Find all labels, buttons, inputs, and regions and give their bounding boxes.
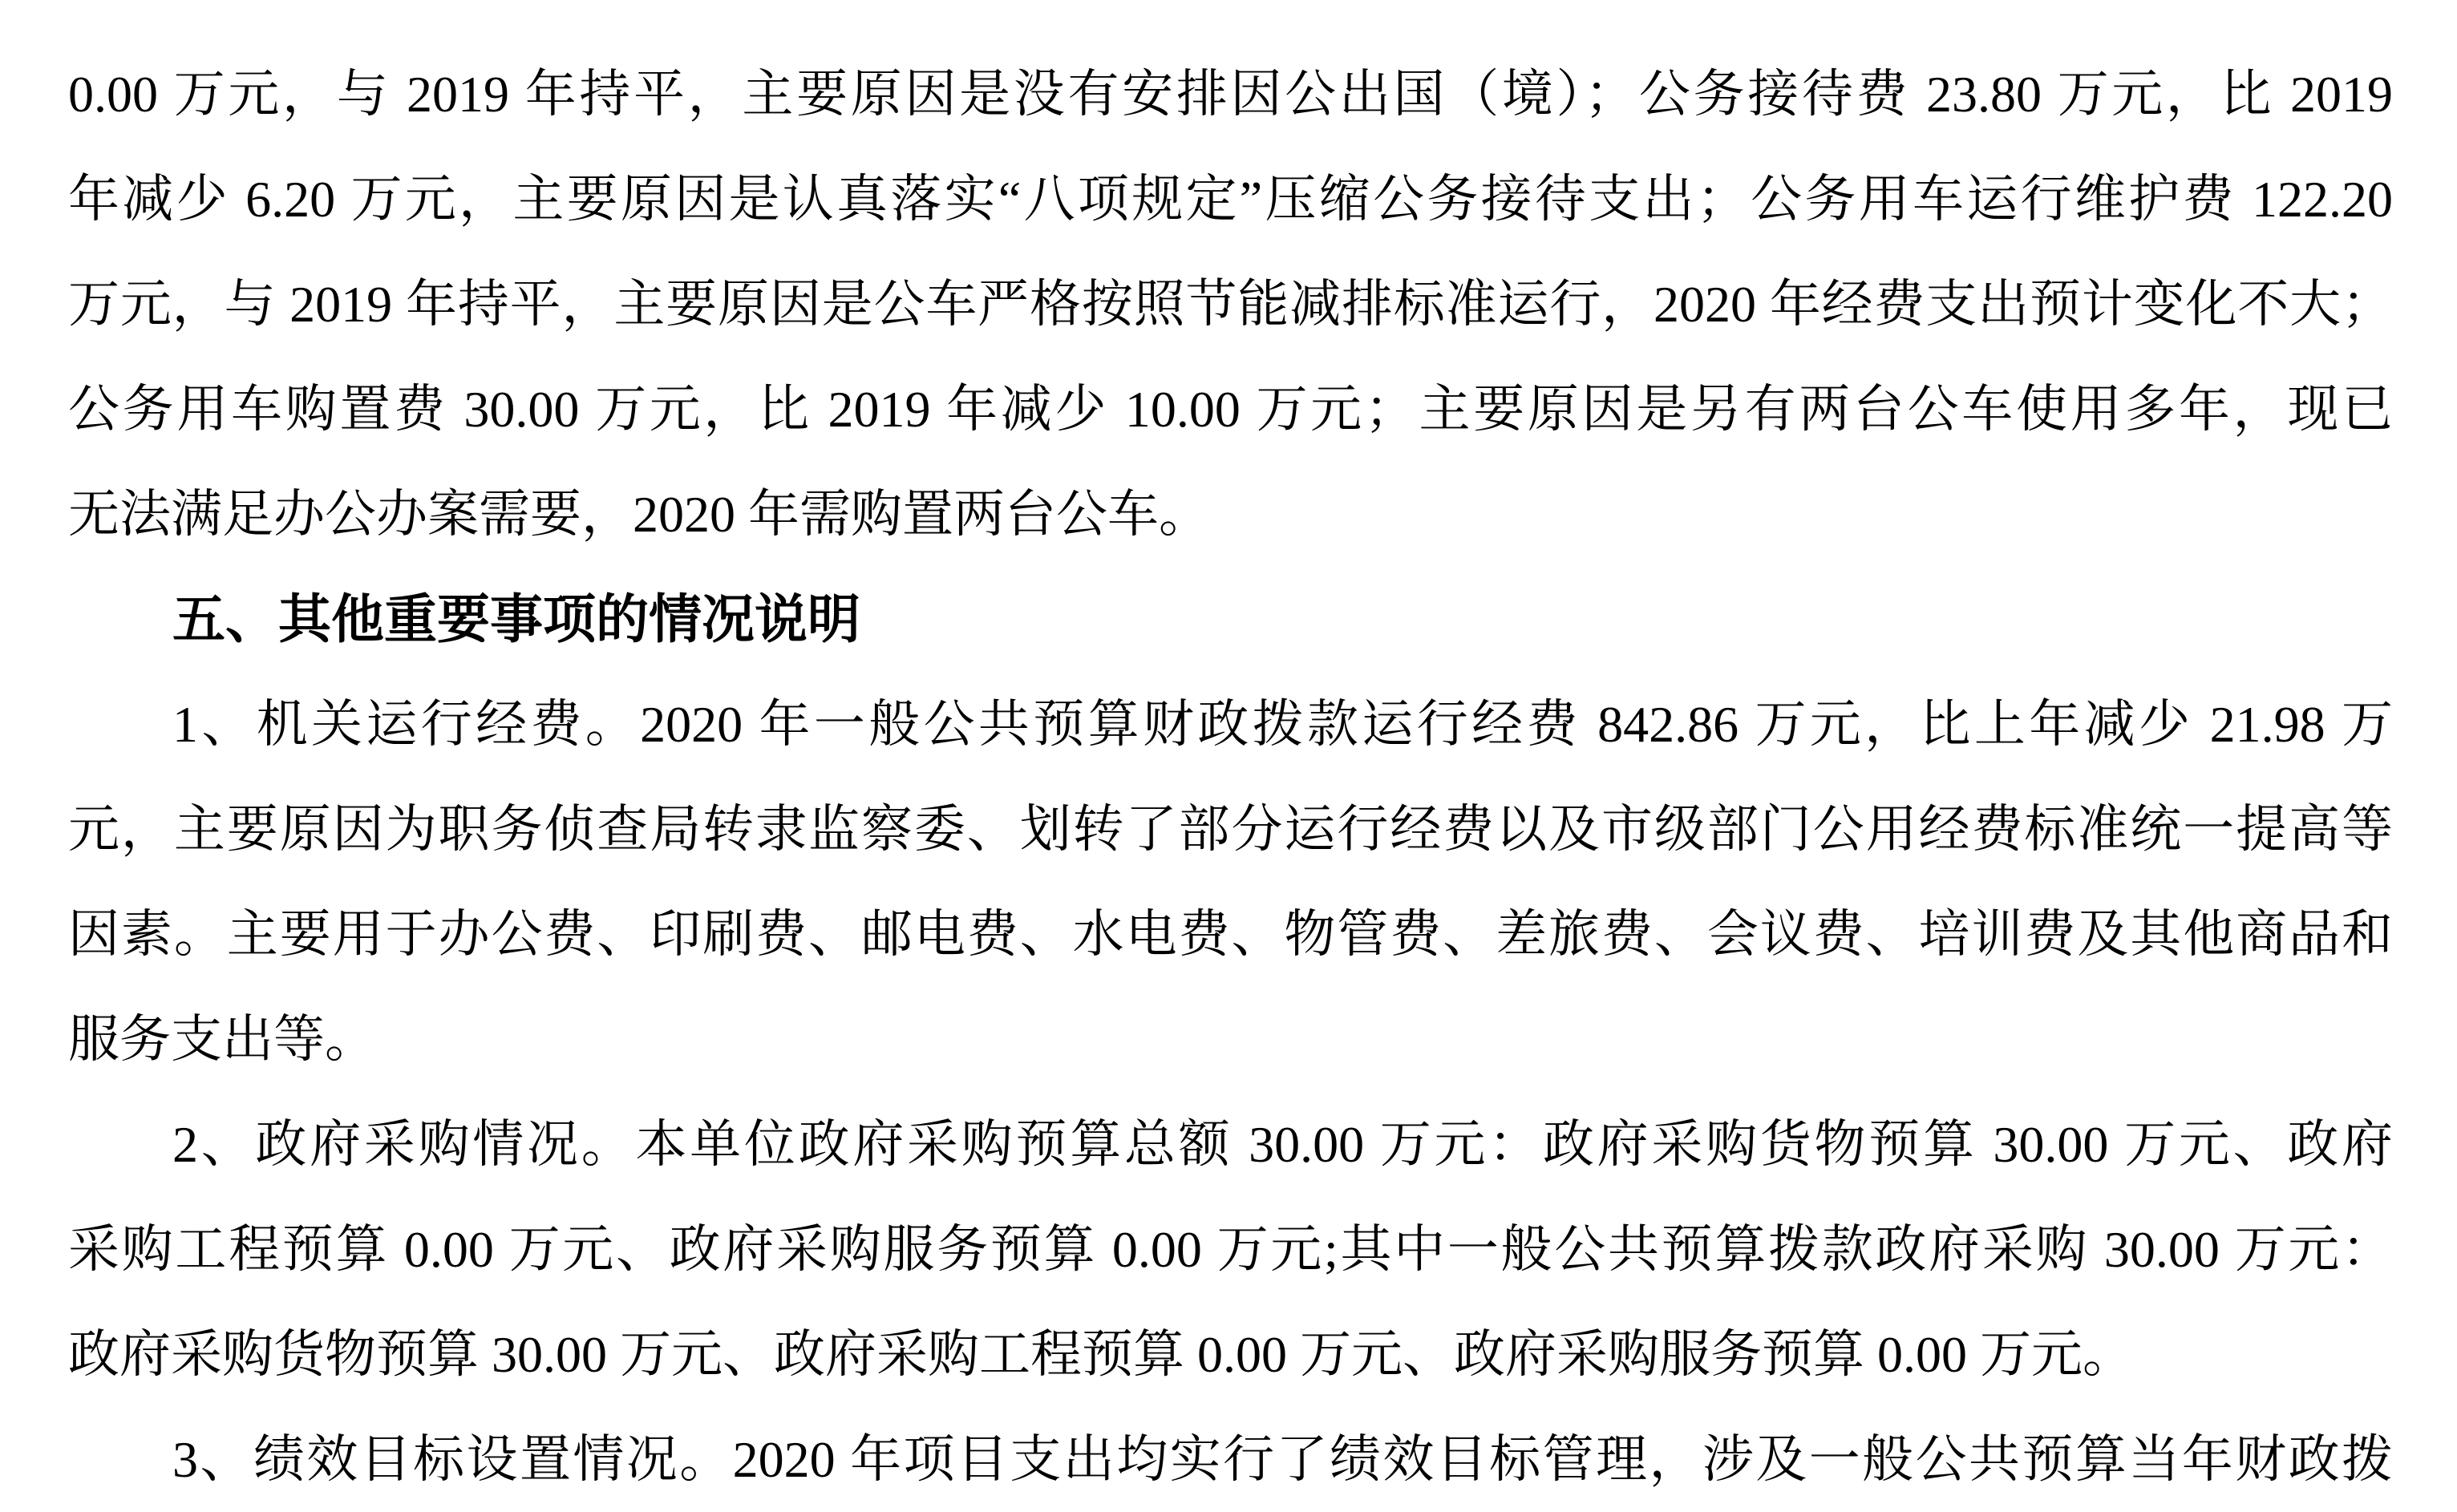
body-line-03: 万元，与 2019 年持平，主要原因是公车严格按照节能减排标准运行，2020 年经费支出预计变化不大； (68, 276, 2393, 333)
body-line-04: 公务用车购置费 30.00 万元，比 2019 年减少 10.00 万元；主要原因是另有两台公车使用多年，现已 (68, 381, 2393, 438)
body-line-13: 政府采购货物预算 30.00 万元、政府采购工程预算 0.00 万元、政府采购服务预算 0.00 万元。 (68, 1326, 2134, 1383)
body-line-09: 因素。主要用于办公费、印刷费、邮电费、水电费、物管费、差旅费、会议费、培训费及其他商品和 (68, 906, 2393, 963)
body-line-05: 无法满足办公办案需要，2020 年需购置两台公车。 (68, 486, 1210, 543)
body-line-10: 服务支出等。 (68, 1011, 376, 1068)
body-line-02: 年减少 6.20 万元，主要原因是认真落实“八项规定”压缩公务接待支出；公务用车运行维护费 122.20 (68, 171, 2393, 228)
body-line-14: 3、绩效目标设置情况。2020 年项目支出均实行了绩效目标管理，涉及一般公共预算当年财政拨 (172, 1431, 2393, 1488)
section-5-heading: 五、其他重要事项的情况说明 (172, 589, 860, 649)
body-line-12: 采购工程预算 0.00 万元、政府采购服务预算 0.00 万元;其中一般公共预算拨款政府采购 30.00 万元： (68, 1221, 2393, 1278)
body-line-08: 元，主要原因为职务侦查局转隶监察委、划转了部分运行经费以及市级部门公用经费标准统一提高等 (68, 801, 2393, 858)
body-line-01: 0.00 万元，与 2019 年持平，主要原因是没有安排因公出国（境）；公务接待费 23.80 万元，比 2019 (68, 66, 2393, 123)
body-line-07: 1、机关运行经费。2020 年一般公共预算财政拨款运行经费 842.86 万元，比上年减少 21.98 万 (172, 696, 2393, 753)
body-line-11: 2、政府采购情况。本单位政府采购预算总额 30.00 万元：政府采购货物预算 30.00 万元、政府 (172, 1116, 2393, 1173)
